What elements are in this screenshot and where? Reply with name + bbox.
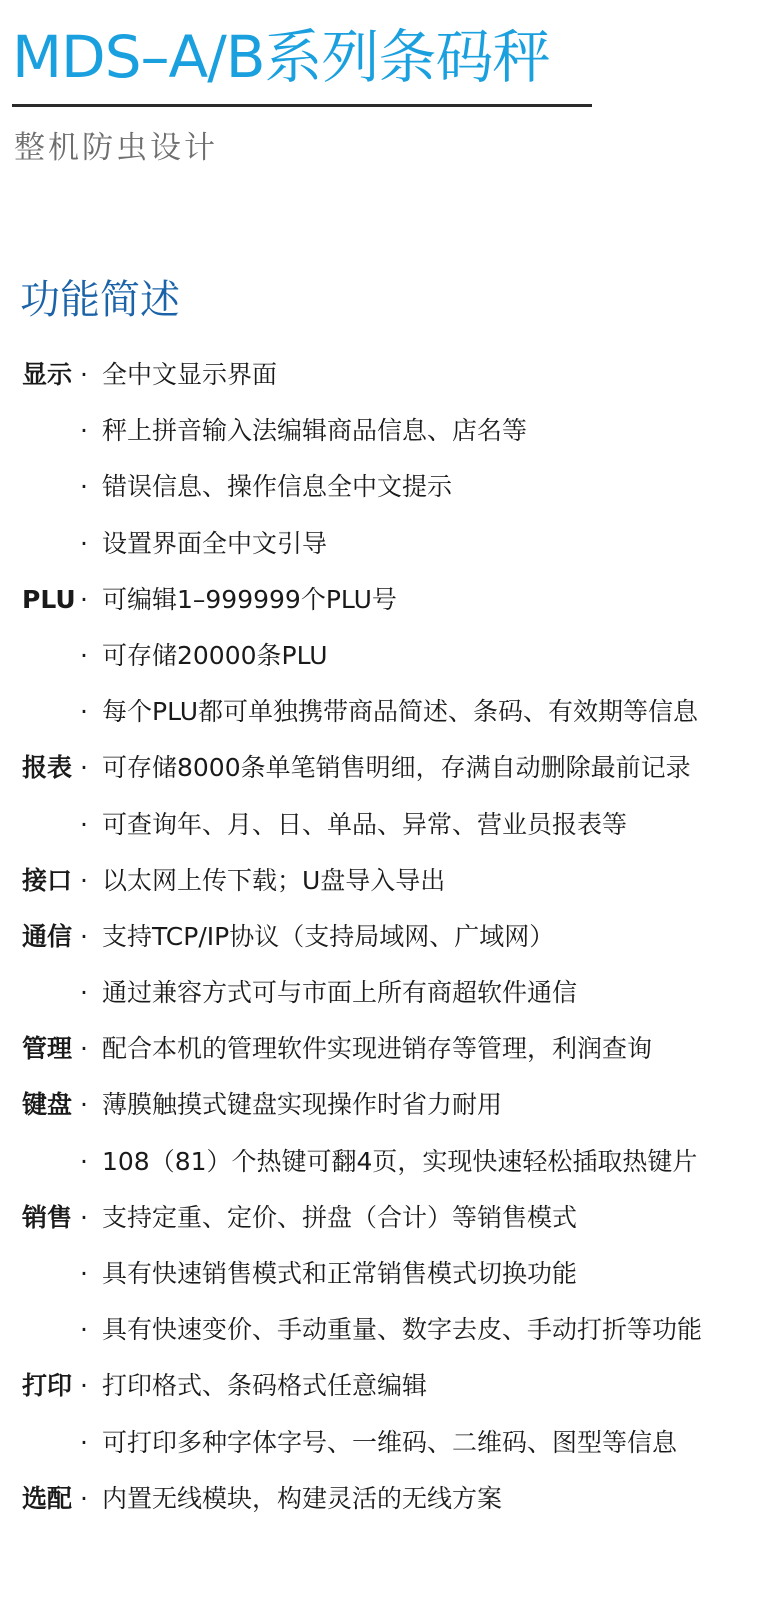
feature-category: 接口 [22, 865, 73, 895]
feature-text: 可查询年、月、日、单品、异常、营业员报表等 [102, 809, 628, 839]
feature-text: 配合本机的管理软件实现进销存等管理，利润查询 [102, 1034, 653, 1064]
feature-category: 报表 [22, 753, 73, 783]
feature-row [22, 1302, 765, 1358]
bullet-dot: · [80, 921, 88, 951]
bullet-dot: · [80, 528, 88, 558]
bullet-dot: · [80, 809, 88, 839]
product-subtitle: 整机防虫设计 [14, 130, 218, 166]
feature-row [22, 1077, 765, 1133]
bullet-dot: · [80, 1202, 88, 1232]
feature-row [22, 684, 765, 740]
bullet-dot: · [80, 753, 88, 783]
feature-text: 每个PLU都可单独携带商品简述、条码、有效期等信息 [102, 697, 699, 727]
product-title: MDS–A/B系列条码秤 [12, 23, 550, 91]
feature-row [22, 403, 765, 459]
bullet-dot: · [80, 1034, 88, 1064]
feature-text: 通过兼容方式可与市面上所有商超软件通信 [102, 978, 578, 1008]
title-divider [12, 104, 592, 107]
feature-text: 可编辑1–999999个PLU号 [102, 584, 397, 614]
feature-row [22, 516, 765, 572]
feature-text: 打印格式、条码格式任意编辑 [102, 1371, 428, 1401]
feature-row [22, 1358, 765, 1414]
feature-row [22, 1415, 765, 1471]
feature-row [22, 1134, 765, 1190]
feature-category: 通信 [22, 921, 73, 951]
bullet-dot: · [80, 1427, 88, 1457]
bullet-dot: · [80, 1146, 88, 1176]
bullet-dot: · [80, 1259, 88, 1288]
feature-row [22, 572, 765, 628]
feature-row [22, 740, 765, 796]
feature-category: PLU [22, 584, 76, 614]
feature-text: 内置无线模块，构建灵活的无线方案 [102, 1483, 503, 1513]
feature-text: 全中文显示界面 [102, 360, 278, 389]
feature-category: 销售 [22, 1202, 73, 1232]
bullet-dot: · [80, 584, 88, 614]
feature-text: 错误信息、操作信息全中文提示 [102, 472, 453, 502]
feature-text: 支持TCP/IP协议（支持局域网、广域网） [102, 921, 555, 951]
feature-text: 具有快速变价、手动重量、数字去皮、手动打折等功能 [102, 1315, 703, 1345]
feature-category: 显示 [22, 360, 73, 389]
feature-text: 支持定重、定价、拼盘（合计）等销售模式 [102, 1202, 578, 1232]
bullet-dot: · [80, 416, 88, 446]
bullet-dot: · [80, 865, 88, 895]
feature-category: 键盘 [22, 1090, 73, 1120]
feature-text: 以太网上传下载；U盘导入导出 [102, 865, 446, 895]
feature-text: 秤上拼音输入法编辑商品信息、店名等 [102, 416, 528, 446]
feature-text: 设置界面全中文引导 [102, 528, 328, 558]
feature-row [22, 1246, 765, 1302]
bullet-dot: · [80, 472, 88, 502]
feature-text: 可打印多种字体字号、一维码、二维码、图型等信息 [102, 1427, 678, 1457]
feature-text: 可存储8000条单笔销售明细，存满自动删除最前记录 [102, 753, 691, 783]
feature-row [22, 459, 765, 515]
feature-row [22, 965, 765, 1021]
feature-text: 108（81）个热键可翻4页，实现快速轻松插取热键片 [102, 1146, 698, 1176]
section-heading: 功能简述 [20, 277, 180, 323]
feature-text: 具有快速销售模式和正常销售模式切换功能 [102, 1259, 578, 1288]
feature-category: 打印 [22, 1371, 73, 1401]
feature-row [22, 1190, 765, 1246]
bullet-dot: · [80, 1315, 88, 1345]
feature-row [22, 347, 765, 403]
feature-row [22, 628, 765, 684]
feature-category: 管理 [22, 1034, 73, 1064]
feature-category: 选配 [22, 1483, 73, 1513]
feature-text: 可存储20000条PLU [102, 640, 328, 670]
feature-row [22, 853, 765, 909]
bullet-dot: · [80, 978, 88, 1008]
feature-row [22, 909, 765, 965]
bullet-dot: · [80, 360, 88, 389]
bullet-dot: · [80, 640, 88, 670]
feature-list [22, 347, 765, 1527]
feature-row [22, 1471, 765, 1527]
bullet-dot: · [80, 1090, 88, 1120]
feature-text: 薄膜触摸式键盘实现操作时省力耐用 [102, 1090, 503, 1120]
bullet-dot: · [80, 697, 88, 727]
bullet-dot: · [80, 1483, 88, 1513]
feature-row [22, 797, 765, 853]
feature-row [22, 1021, 765, 1077]
bullet-dot: · [80, 1371, 88, 1401]
